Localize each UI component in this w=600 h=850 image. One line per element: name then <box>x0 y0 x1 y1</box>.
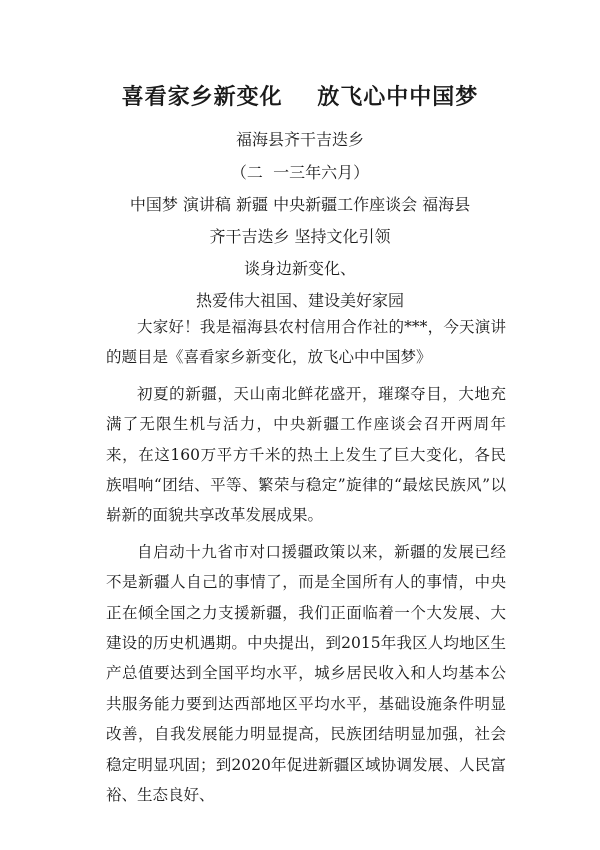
document-body <box>106 312 506 817</box>
keywords-line-4: 热爱伟大祖国、建设美好家园 <box>195 291 404 310</box>
body-paragraph: 自启动十九省市对口援疆政策以来，新疆的发展已经不是新疆人自己的事情了，而是全国所有人的事情，中央正在倾全国之力支援新疆，我们正面临着一个大发展、大建设的历史机遇期。中央提出，到2015年我区人均地区生产总值要达到全国平均水平，城乡居民收入和人均基本公共服务能力要到达西部地区平均水平，基础设施条件明显改善，自我发展能力明显提高，民族团结明显加强，社会稳定明显巩固；到2020年促进新疆区域协调发展、人民富裕、生态良好、 <box>106 542 506 805</box>
organization-line: 福海县齐干吉迭乡 <box>235 130 364 149</box>
date-line: （二 一三年六月） <box>230 163 370 182</box>
keywords-line-2: 齐干吉迭乡 坚持文化引领 <box>209 227 391 246</box>
document-title: 喜看家乡新变化 放飞心中中国梦 <box>121 85 479 110</box>
keywords-line-1: 中国梦 演讲稿 新疆 中央新疆工作座谈会 福海县 <box>129 195 471 214</box>
keywords-line-3: 谈身边新变化、 <box>243 259 356 278</box>
body-paragraph: 大家好！我是福海县农村信用合作社的***，今天演讲的题目是《喜看家乡新变化，放飞心中中国梦》 <box>106 318 506 367</box>
body-paragraph: 初夏的新疆，天山南北鲜花盛开，璀璨夺目，大地充满了无限生机与活力，中央新疆工作座谈会召开两周年来，在这160万平方千米的热土上发生了巨大变化，各民族唱响“团结、平等、繁荣与稳定”旋律的“最炫民族风”以崭新的面貌共享改革发展成果。 <box>106 384 506 525</box>
